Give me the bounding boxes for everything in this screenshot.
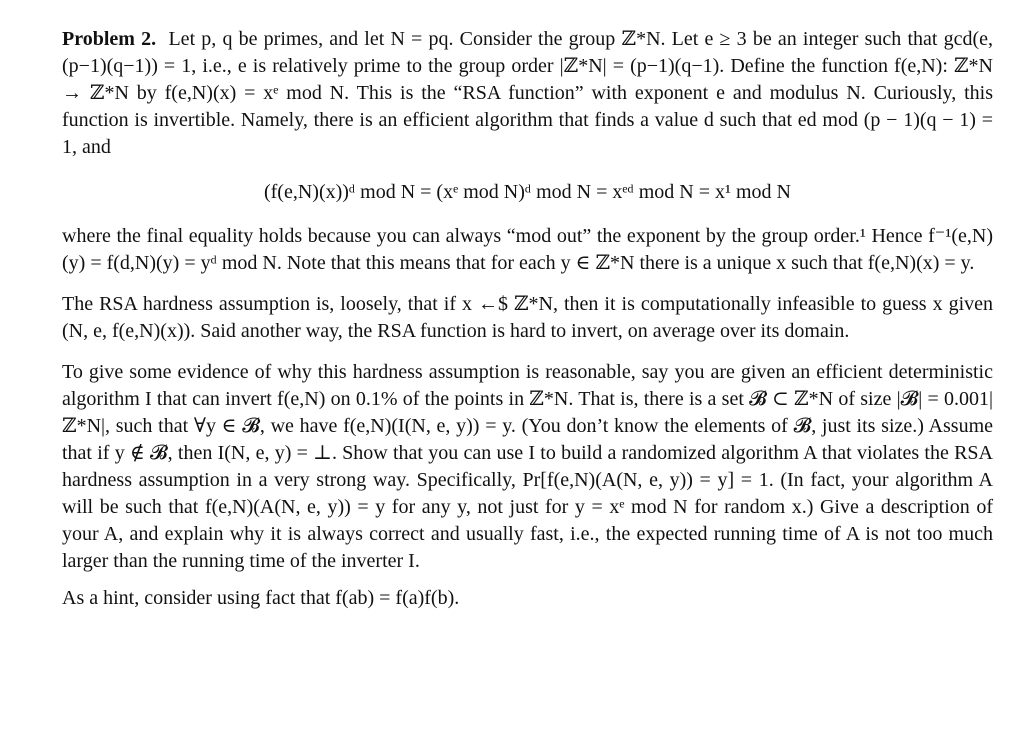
inverse-paragraph: where the final equality holds because you can always “mod out” the exponent by the group order.¹ Hence f⁻¹(e,N)(y) = f(d,N)(y) = yᵈ mod N. Note that this means that for each y ∈ ℤ*N there is a unique x such that f(e,N)(x) = y. — [62, 225, 993, 274]
display-equation: (f(e,N)(x))ᵈ mod N = (xᵉ mod N)ᵈ mod N = xᵉᵈ mod N = x¹ mod N — [263, 181, 791, 203]
hardness-assumption-paragraph: The RSA hardness assumption is, loosely, that if x ←$ ℤ*N, then it is computationally infeasible to guess x given (N, e, f(e,N)(x)). Said another way, the RSA function is hard to invert, on average over its domain. — [62, 293, 993, 342]
hint-paragraph: As a hint, consider using fact that f(ab) = f(a)f(b). — [62, 587, 460, 609]
problem-intro-text: Let p, q be primes, and let N = pq. Consider the group ℤ*N. Let e ≥ 3 be an integer such that gcd(e, (p−1)(q−1)) = 1, i.e., e is relatively prime to the group order |ℤ*N| = (p−1)(q−1). Define the function f(e,N): ℤ*N → ℤ*N by f(e,N)(x) = xᵉ mod N. This is the “RSA function” with exponent e and modulus N. Curiously, this function is invertible. Namely, there is an efficient algorithm that finds a value d such that ed mod (p − 1)(q − 1) = 1, and — [62, 28, 994, 158]
task-paragraph: To give some evidence of why this hardness assumption is reasonable, say you are given an efficient deterministic algorithm I that can invert f(e,N) on 0.1% of the points in ℤ*N. That is, there is a set 𝓑 ⊂ ℤ*N of size |𝓑| = 0.001|ℤ*N|, such that ∀y ∈ 𝓑, we have f(e,N)(I(N, e, y)) = y. (You don’t know the elements of 𝓑, just its size.) Assume that if y ∉ 𝓑, then I(N, e, y) = ⊥. Show that you can use I to build a randomized algorithm A that violates the RSA hardness assumption in a very strong way. Specifically, Pr[f(e,N)(A(N, e, y)) = y] = 1. (In fact, your algorithm A will be such that f(e,N)(A(N, e, y)) = y for any y, not just for y = xᵉ mod N for random x.) Give a description of your A, and explain why it is always correct and usually fast, i.e., the expected running time of A is not too much larger than the running time of the inverter I. — [62, 361, 993, 572]
problem-intro-paragraph — [62, 26, 993, 161]
problem-heading: Problem 2. — [62, 28, 157, 50]
